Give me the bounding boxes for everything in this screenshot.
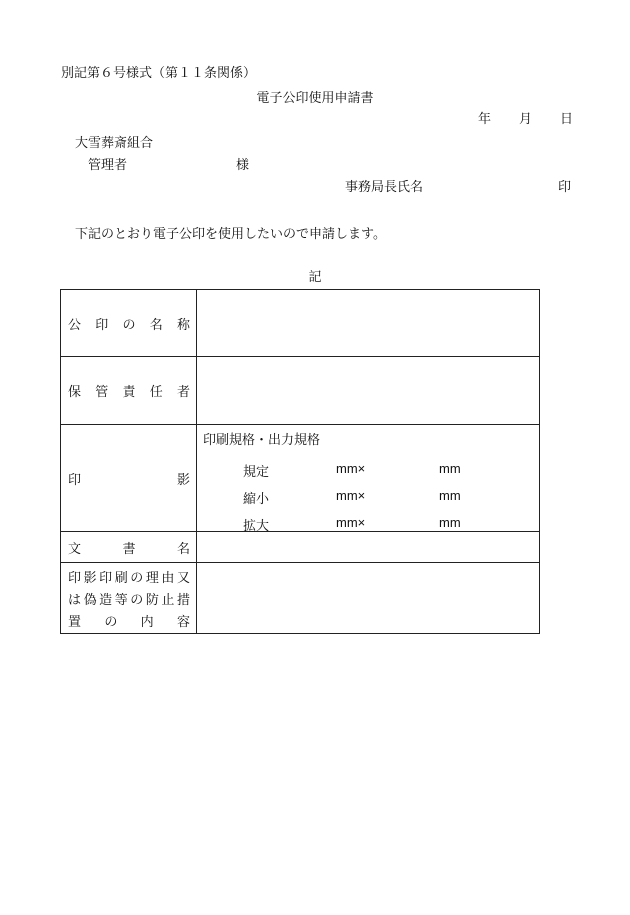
- label-char: 防: [145, 592, 159, 608]
- seal-impression-spec: [197, 425, 540, 532]
- label-char: 名: [149, 317, 163, 333]
- label-char: は: [68, 592, 82, 608]
- label-char: 理: [145, 570, 159, 586]
- label-char: の: [122, 317, 136, 333]
- label-char: 内: [140, 614, 154, 630]
- table-row: [61, 532, 540, 563]
- label-char: 者: [176, 385, 190, 400]
- document-name-field[interactable]: [197, 532, 540, 563]
- spec-label: 規定: [243, 465, 270, 480]
- label-char: の: [130, 570, 144, 586]
- spec-label: 縮小: [243, 492, 270, 507]
- label-char: 責: [122, 385, 136, 400]
- document-title: 電子公印使用申請書: [256, 91, 374, 106]
- label-char: 造: [99, 592, 113, 608]
- label-char: の: [130, 592, 144, 608]
- date-month-label: 月: [519, 112, 533, 127]
- seal-impression-label: [61, 425, 197, 532]
- label-char: 止: [161, 592, 175, 608]
- spec-unit-height: mm: [439, 488, 461, 503]
- spec-row-enlarged: [197, 515, 541, 534]
- label-char: 管: [95, 385, 109, 400]
- label-char: 偽: [83, 592, 97, 608]
- label-char: 公: [68, 317, 82, 333]
- label-char: 由: [161, 570, 175, 586]
- label-char: の: [104, 614, 118, 630]
- addressee-title: 管理者: [88, 158, 128, 173]
- seal-name-field[interactable]: [197, 290, 540, 357]
- label-char: 影: [83, 570, 97, 586]
- label-char: 容: [176, 614, 190, 630]
- label-char: 書: [122, 541, 136, 557]
- label-char: 又: [176, 570, 190, 586]
- table-row: [61, 357, 540, 425]
- application-statement: 下記のとおり電子公印を使用したいので申請します。: [75, 227, 386, 242]
- note-heading: 記: [308, 270, 322, 285]
- label-char: 文: [68, 541, 82, 557]
- spec-label: 拡大: [243, 519, 270, 534]
- table-row: [61, 563, 540, 634]
- label-char: 措: [176, 592, 190, 608]
- table-row: [61, 290, 540, 357]
- label-char: 印: [95, 317, 109, 333]
- form-reference: 別記第６号様式（第１１条関係）: [61, 66, 257, 81]
- label-char: 等: [114, 592, 128, 608]
- spec-row-reduced: [197, 488, 541, 507]
- label-char: 保: [68, 385, 82, 400]
- spec-unit-width: mm×: [336, 488, 366, 503]
- label-char: 称: [176, 317, 190, 333]
- applicant-name-label: 事務局長氏名: [345, 180, 424, 195]
- label-char: 任: [149, 385, 163, 400]
- spec-unit-width: mm×: [336, 515, 366, 530]
- spec-row-standard: [197, 461, 541, 480]
- label-char: 名: [176, 541, 190, 557]
- date-year-label: 年: [478, 112, 492, 127]
- label-char: 印: [68, 570, 82, 586]
- custodian-label: [61, 357, 197, 425]
- table-row: [61, 425, 540, 532]
- reason-field[interactable]: [197, 563, 540, 634]
- label-char: 印: [68, 472, 82, 488]
- custodian-field[interactable]: [197, 357, 540, 425]
- label-char: 印: [99, 570, 113, 586]
- seal-mark: 印: [558, 180, 572, 195]
- honorific: 様: [236, 158, 250, 173]
- date-day-label: 日: [560, 112, 574, 127]
- spec-unit-width: mm×: [336, 461, 366, 476]
- reason-label: [61, 563, 197, 634]
- spec-unit-height: mm: [439, 515, 461, 530]
- application-form-table: [60, 289, 540, 634]
- label-char: 刷: [114, 570, 128, 586]
- spec-title: 印刷規格・出力規格: [203, 433, 321, 448]
- seal-name-label: [61, 290, 197, 357]
- addressee-organization: 大雪葬斎組合: [75, 136, 154, 151]
- label-char: 置: [68, 614, 82, 630]
- spec-unit-height: mm: [439, 461, 461, 476]
- document-name-label: [61, 532, 197, 563]
- label-char: 影: [176, 472, 190, 488]
